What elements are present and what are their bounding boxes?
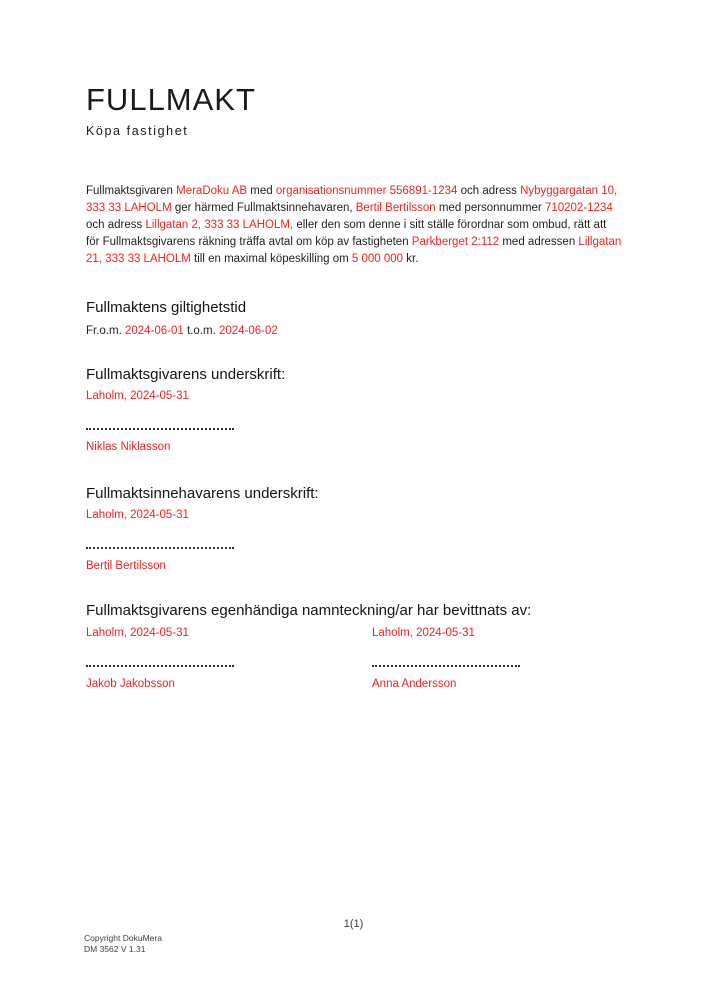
static-text: Fr.o.m. <box>86 324 125 337</box>
document-subtitle: Köpa fastighet <box>86 123 189 138</box>
section-agent-signature <box>86 485 622 575</box>
agent-signature-line <box>86 547 234 549</box>
static-text: t.o.m. <box>183 324 219 337</box>
validity-period <box>86 323 622 340</box>
field-value: Parkberget 2:112 <box>411 235 500 248</box>
document-content <box>86 0 622 693</box>
witness-right-place-date: Laholm, 2024-05-31 <box>372 626 475 639</box>
witness-right <box>372 625 622 693</box>
witness-right-name: Anna Andersson <box>372 677 457 690</box>
field-value: Lillgatan 21, 333 33 LAHOLM <box>86 235 622 265</box>
agent-signatory-name: Bertil Bertilsson <box>86 559 166 572</box>
static-text: med adressen <box>499 235 579 248</box>
page-number: 1(1) <box>343 918 364 930</box>
static-text: kr. <box>403 252 419 265</box>
static-text: med personnummer <box>435 201 545 214</box>
static-text: eller den som denne i sitt ställe förordnar som ombud, rätt att för Fullmaktsgivarens räkning träffa avtal om köp av fastigheten <box>86 218 607 248</box>
field-value: 2024-06-01 <box>124 324 184 337</box>
body-paragraph <box>86 183 622 268</box>
witnesses-heading: Fullmaktsgivarens egenhändiga namnteckning/ar har bevittnats av: <box>86 601 532 619</box>
witness-row <box>86 625 622 693</box>
static-text: ger härmed Fullmaktsinnehavaren, <box>171 201 356 214</box>
field-value: Lillgatan 2, 333 33 LAHOLM, <box>145 218 294 231</box>
static-text: och adress <box>86 218 146 231</box>
static-text: till en maximal köpeskilling om <box>190 252 352 265</box>
field-value: Bertil Bertilsson <box>355 201 436 214</box>
copyright-line-2: DM 3562 V 1.31 <box>84 944 146 954</box>
static-text: med <box>247 184 276 197</box>
static-text: Fullmaktsgivaren <box>86 184 177 197</box>
witness-left-name: Jakob Jakobsson <box>86 677 175 690</box>
principal-signature-heading: Fullmaktsgivarens underskrift: <box>86 365 286 383</box>
principal-signature-line <box>86 428 234 430</box>
section-validity <box>86 299 622 340</box>
field-value: 710202-1234 <box>544 201 613 214</box>
agent-signature-heading: Fullmaktsinnehavarens underskrift: <box>86 484 319 502</box>
footer-copyright <box>84 933 162 955</box>
static-text: och adress <box>457 184 521 197</box>
principal-signatory-name: Niklas Niklasson <box>86 440 171 453</box>
field-value: 5 000 000 <box>351 252 404 265</box>
field-value: organisationsnummer 556891-1234 <box>275 184 458 197</box>
validity-heading: Fullmaktens giltighetstid <box>86 298 247 316</box>
principal-place-date: Laholm, 2024-05-31 <box>86 389 189 402</box>
witness-left-signature-line <box>86 665 234 667</box>
agent-place-date: Laholm, 2024-05-31 <box>86 508 189 521</box>
field-value: 2024-06-02 <box>218 324 278 337</box>
copyright-line-1: Copyright DokuMera <box>84 933 162 943</box>
witness-right-signature-line <box>372 665 520 667</box>
section-witnesses <box>86 602 622 693</box>
witness-left-place-date: Laholm, 2024-05-31 <box>86 626 189 639</box>
document-title: FULLMAKT <box>86 82 256 117</box>
witness-left <box>86 625 372 693</box>
field-value: MeraDoku AB <box>176 184 248 197</box>
field-value: Nybyggargatan 10, 333 33 LAHOLM <box>86 184 618 214</box>
section-principal-signature <box>86 366 622 456</box>
